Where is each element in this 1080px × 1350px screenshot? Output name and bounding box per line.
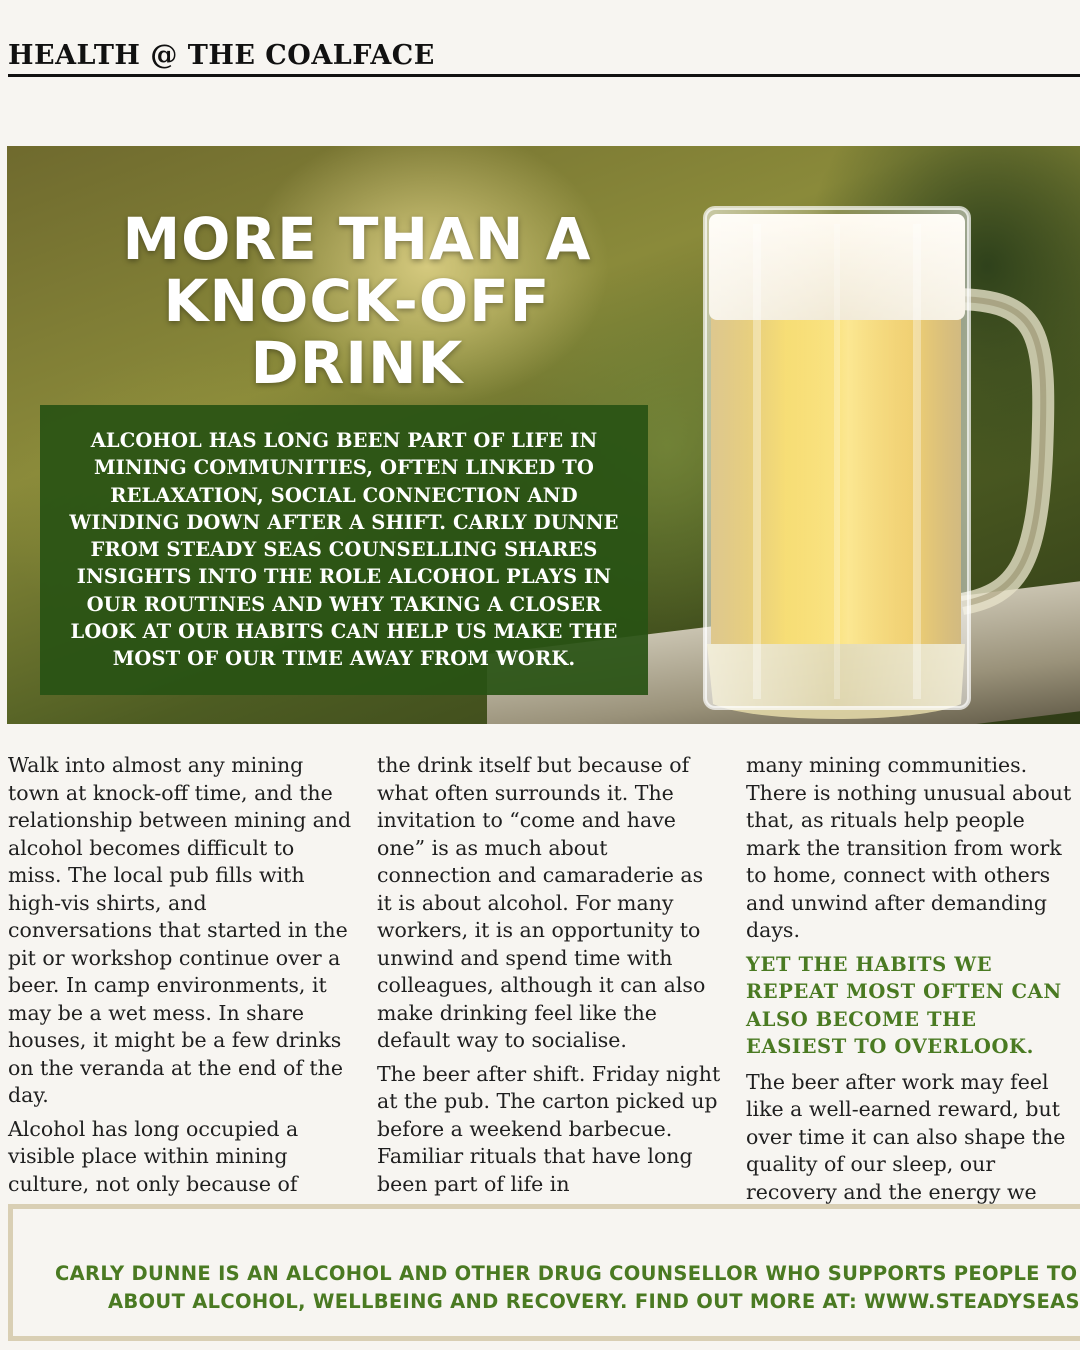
body-column-3 bbox=[746, 752, 1076, 1212]
paragraph: The beer after shift. Friday night at the pub. The carton picked up before a weekend barbecue. Familiar rituals that have long been part of life in bbox=[377, 1061, 721, 1196]
body-column-1 bbox=[8, 752, 353, 1204]
paragraph: many mining communities. There is nothing unusual about that, as rituals help people mark the transition from work to home, connect with others and unwind after demanding days. bbox=[746, 753, 1072, 942]
pull-quote: YET THE HABITS WE REPEAT MOST OFTEN CAN ALSO BECOME THE EASIEST TO OVERLOOK. bbox=[746, 952, 1062, 1058]
body-column-2 bbox=[377, 752, 722, 1204]
author-bio-line1: CARLY DUNNE IS AN ALCOHOL AND OTHER DRUG COUNSELLOR WHO SUPPORTS PEOPLE TO bbox=[55, 1262, 1078, 1285]
beer-mug-image bbox=[697, 204, 1067, 724]
intro-text: ALCOHOL HAS LONG BEEN PART OF LIFE IN MINING COMMUNITIES, OFTEN LINKED TO RELAXATION, SOCIAL CONNECTION AND WINDING DOWN AFTER A SHIFT. CARLY DUNNE FROM STEADY SEAS COUNSELLING SHARES INSIGHTS INTO THE ROLE ALCOHOL PLAYS IN OUR ROUTINES AND WHY TAKING A CLOSER LOOK AT OUR HABITS CAN HELP US MAKE THE MOST OF OUR TIME AWAY FROM WORK. bbox=[69, 429, 619, 671]
header-rule bbox=[8, 74, 1080, 77]
beer-mug-icon bbox=[697, 204, 1067, 724]
hero-title-line2: KNOCK-OFF DRINK bbox=[163, 267, 551, 397]
hero-title-line1: MORE THAN A bbox=[122, 205, 592, 273]
paragraph: the drink itself but because of what often surrounds it. The invitation to “come and have one” is as much about connection and camaraderie as it is about alcohol. For many workers, it is an opportunity to unwind and spend time with colleagues, although it can also make drinking feel like the default way to socialise. bbox=[377, 753, 706, 1052]
author-bio-text bbox=[0, 1260, 1080, 1320]
hero-title bbox=[77, 205, 637, 397]
section-header: HEALTH @ THE COALFACE bbox=[8, 40, 435, 71]
hero-banner bbox=[7, 146, 1080, 724]
paragraph: Alcohol has long occupied a visible place within mining culture, not only because of bbox=[8, 1116, 299, 1196]
author-bio-line2: ABOUT ALCOHOL, WELLBEING AND RECOVERY. FIND OUT MORE AT: WWW.STEADYSEAS bbox=[108, 1290, 1080, 1313]
intro-box bbox=[40, 405, 648, 695]
paragraph: The beer after work may feel like a well-earned reward, but over time it can also shape the quality of our sleep, our recovery and the energy we bbox=[746, 1069, 1066, 1204]
paragraph: Walk into almost any mining town at knock-off time, and the relationship between mining and alcohol becomes difficult to miss. The local pub fills with high-vis shirts, and conversations that started in the pit or workshop continue over a beer. In camp environments, it may be a wet mess. In share houses, it might be a few drinks on the veranda at the end of the day. bbox=[8, 753, 352, 1107]
